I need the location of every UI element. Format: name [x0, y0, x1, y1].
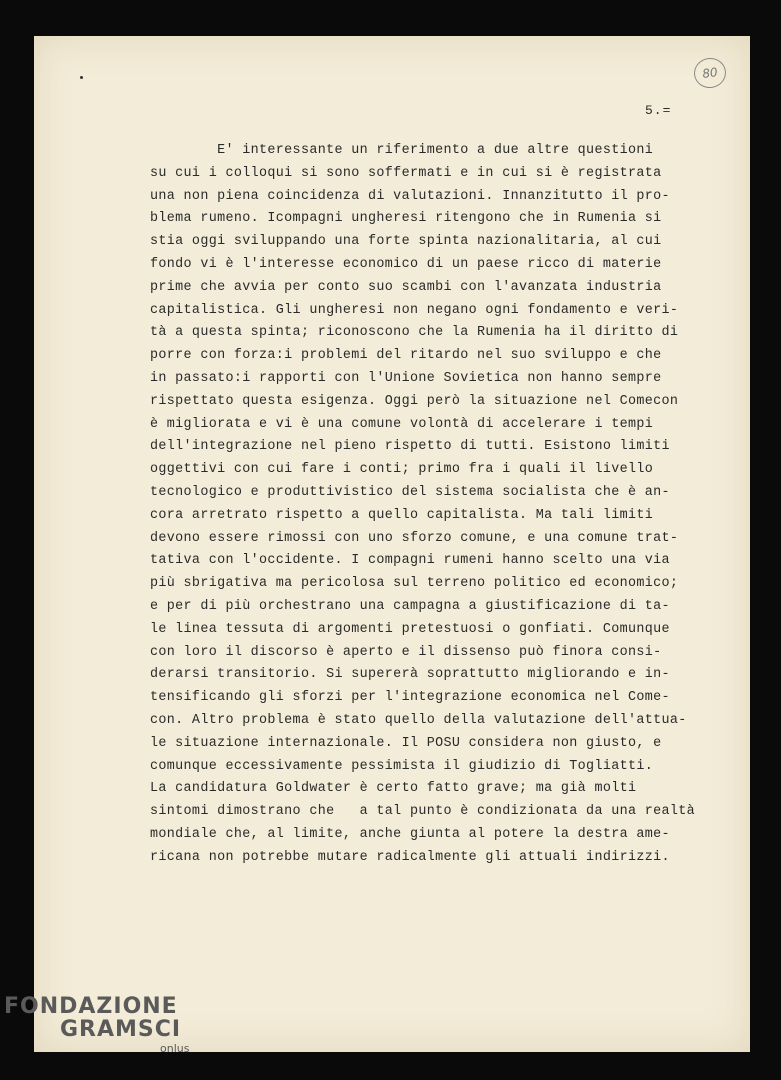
text-line: La candidatura Goldwater è certo fatto grave; ma già molti: [150, 781, 637, 797]
text-line: tativa con l'occidente. I compagni rumeni hanno scelto una via: [150, 553, 670, 569]
text-line: tà a questa spinta; riconoscono che la Rumenia ha il diritto di: [150, 325, 679, 341]
text-line: è migliorata e vi è una comune volontà di accelerare i tempi: [150, 416, 654, 432]
text-line: fondo vi è l'interesse economico di un paese ricco di materie: [150, 256, 662, 272]
watermark-line: onlus: [160, 1042, 190, 1055]
watermark-line: FONDAZIONE: [4, 994, 178, 1019]
text-line: tecnologico e produttivistico del sistema socialista che è an-: [150, 484, 670, 500]
text-line: su cui i colloqui si sono soffermati e in cui si è registrata: [150, 165, 662, 181]
text-line: in passato:i rapporti con l'Unione Sovietica non hanno sempre: [150, 370, 662, 386]
text-line: devono essere rimossi con uno sforzo comune, e una comune trat-: [150, 530, 679, 546]
text-line: stia oggi sviluppando una forte spinta nazionalitaria, al cui: [150, 234, 662, 250]
text-line: con. Altro problema è stato quello della valutazione dell'attua-: [150, 712, 687, 728]
typed-text-body: [150, 140, 698, 870]
text-line: rispettato questa esigenza. Oggi però la situazione nel Comecon: [150, 393, 679, 409]
text-line: cora arretrato rispetto a quello capitalista. Ma tali limiti: [150, 507, 654, 523]
text-line: prime che avvia per conto suo scambi con l'avanzata industria: [150, 279, 662, 295]
text-line: più sbrigativa ma pericolosa sul terreno politico ed economico;: [150, 576, 679, 592]
page-number: 5.=: [645, 103, 672, 118]
text-line: e per di più orchestrano una campagna a giustificazione di ta-: [150, 598, 670, 614]
text-line: ricana non potrebbe mutare radicalmente gli attuali indirizzi.: [150, 849, 670, 865]
archive-stamp: 80: [692, 56, 728, 90]
paper-mark: [80, 76, 83, 79]
text-line: capitalistica. Gli ungheresi non negano ogni fondamento e veri-: [150, 302, 679, 318]
text-line: sintomi dimostrano che a tal punto è condizionata da una realtà: [150, 804, 696, 820]
text-line: le linea tessuta di argomenti pretestuosi o gonfiati. Comunque: [150, 621, 670, 637]
text-line: mondiale che, al limite, anche giunta al potere la destra ame-: [150, 826, 670, 842]
text-line: una non piena coincidenza di valutazioni. Innanzitutto il pro-: [150, 188, 670, 204]
watermark-line: GRAMSCI: [60, 1017, 182, 1042]
text-line: dell'integrazione nel pieno rispetto di tutti. Esistono limiti: [150, 439, 670, 455]
text-line: derarsi transitorio. Si supererà soprattutto migliorando e in-: [150, 667, 670, 683]
text-line: oggettivi con cui fare i conti; primo fra i quali il livello: [150, 462, 654, 478]
text-line: E' interessante un riferimento a due altre questioni: [150, 143, 654, 158]
text-line: le situazione internazionale. Il POSU considera non giusto, e: [150, 735, 662, 751]
text-line: tensificando gli sforzi per l'integrazione economica nel Come-: [150, 690, 670, 706]
text-line: comunque eccessivamente pessimista il giudizio di Togliatti.: [150, 758, 654, 774]
fondazione-gramsci-watermark: [4, 994, 189, 1055]
text-line: con loro il discorso è aperto e il dissenso può finora consi-: [150, 644, 662, 660]
text-line: blema rumeno. Icompagni ungheresi ritengono che in Rumenia si: [150, 211, 662, 227]
text-line: porre con forza:i problemi del ritardo nel suo sviluppo e che: [150, 348, 662, 364]
